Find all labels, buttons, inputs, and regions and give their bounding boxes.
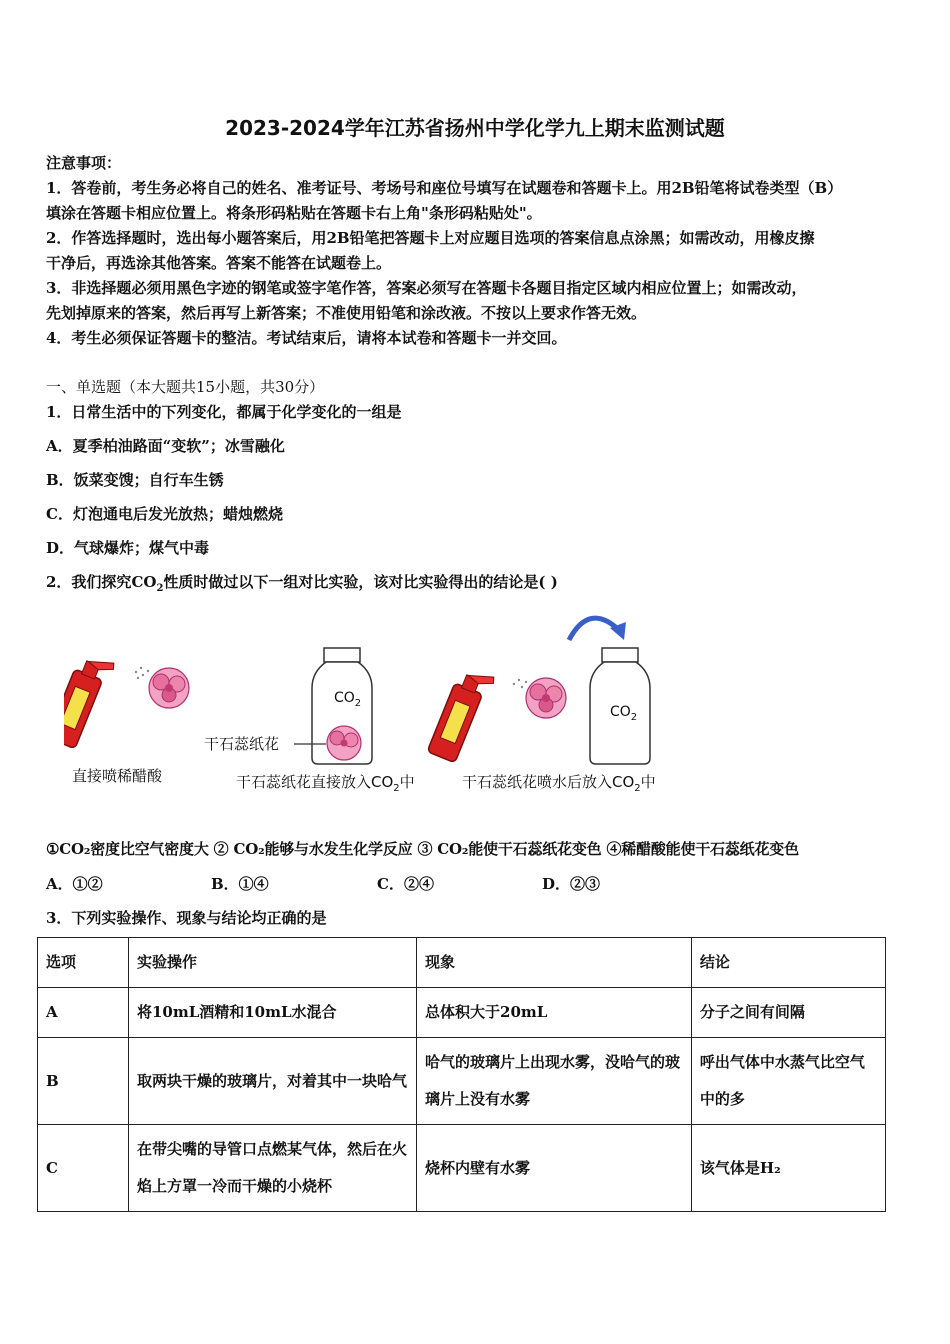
table-header-row — [38, 938, 886, 988]
page-title: 2023-2024学年江苏省扬州中学化学九上期末监测试题 — [225, 116, 725, 140]
notice-heading: 注意事项： — [46, 154, 122, 172]
table-cell: 取两块干燥的玻璃片，对着其中一块哈气 — [128, 1038, 416, 1125]
question-2-option-a: A．①② — [46, 875, 103, 893]
table-header-cell: 实验操作 — [128, 938, 416, 988]
question-2-option-d: D．②③ — [542, 875, 601, 893]
table-cell: 将10mL酒精和10mL水混合 — [128, 988, 416, 1038]
table-cell: 总体积大于20mL — [417, 988, 692, 1038]
question-2-conclusions: ①CO₂密度比空气密度大 ② CO₂能够与水发生化学反应 ③ CO₂能使干石蕊纸花变色 ④稀醋酸能使干石蕊纸花变色 — [46, 840, 799, 858]
experiment-table — [37, 937, 886, 1212]
question-1-option-a: A．夏季柏油路面“变软”；冰雪融化 — [46, 437, 285, 455]
table-cell: 在带尖嘴的导管口点燃某气体，然后在火焰上方罩一冷而干燥的小烧杯 — [128, 1125, 416, 1212]
notice-line: 3．非选择题必须用黑色字迹的钢笔或签字笔作答，答案必须写在答题卡各题目指定区域内相应位置上；如需改动， — [46, 279, 807, 297]
flower-icon — [149, 668, 189, 708]
table-cell: 呼出气体中水蒸气比空气中的多 — [691, 1038, 885, 1125]
water-co2-label: 干石蕊纸花喷水后放入$CO_2$中 — [462, 773, 656, 794]
table-row — [38, 988, 886, 1038]
table-header-cell: 结论 — [691, 938, 885, 988]
question-2-option-c: C．②④ — [377, 875, 434, 893]
table-cell: 烧杯内壁有水雾 — [417, 1125, 692, 1212]
notice-line: 干净后，再选涂其他答案。答案不能答在试题卷上。 — [46, 254, 392, 272]
question-1-stem: 1．日常生活中的下列变化，都属于化学变化的一组是 — [46, 403, 402, 421]
notice-line: 1．答卷前，考生务必将自己的姓名、准考证号、考场号和座位号填写在试题卷和答题卡上。用2B铅笔将试卷类型（B） — [46, 179, 843, 197]
curved-arrow-icon — [569, 618, 626, 640]
paper-flower-label: 干石蕊纸花 — [204, 735, 280, 753]
flower-icon — [526, 678, 566, 718]
table-cell: 分子之间有间隔 — [691, 988, 885, 1038]
spray-bottle-icon — [427, 664, 496, 765]
notice-line: 2．作答选择题时，选出每小题答案后，用2B铅笔把答题卡上对应题目选项的答案信息点涂黑；如需改动，用橡皮擦 — [46, 229, 815, 247]
table-header-cell: 现象 — [417, 938, 692, 988]
flower-icon — [327, 726, 361, 760]
question-3-stem: 3．下列实验操作、现象与结论均正确的是 — [46, 909, 327, 927]
jar-label-co2: $CO_2$ — [610, 704, 638, 723]
question-1-option-b: B．饭菜变馊；自行车生锈 — [46, 471, 224, 489]
jar-label-co2: $CO_2$ — [334, 690, 362, 709]
table-cell: 该气体是H₂ — [691, 1125, 885, 1212]
spray-mist-icon — [135, 667, 149, 679]
table-cell: C — [38, 1125, 129, 1212]
question-2-stem: 2．我们探究$CO_2$性质时做过以下一组对比实验，该对比实验得出的结论是( ) — [46, 573, 558, 594]
spray-bottle-icon — [64, 650, 116, 751]
question-1-option-c: C．灯泡通电后发光放热；蜡烛燃烧 — [46, 505, 283, 523]
table-header-cell: 选项 — [38, 938, 129, 988]
table-cell: B — [38, 1038, 129, 1125]
co2-experiment-figure — [64, 602, 704, 802]
spray-acid-label: 直接喷稀醋酸 — [72, 767, 163, 785]
notice-line: 4．考生必须保证答题卡的整洁。考试结束后，请将本试卷和答题卡一并交回。 — [46, 329, 567, 347]
question-2-option-b: B．①④ — [211, 875, 269, 893]
table-cell: 哈气的玻璃片上出现水雾，没哈气的玻璃片上没有水雾 — [417, 1038, 692, 1125]
table-row — [38, 1125, 886, 1212]
spray-mist-icon — [513, 679, 527, 688]
notice-line: 先划掉原来的答案，然后再写上新答案；不准使用铅笔和涂改液。不按以上要求作答无效。 — [46, 304, 647, 322]
section-heading: 一、单选题（本大题共15小题，共30分） — [46, 378, 325, 396]
table-cell: A — [38, 988, 129, 1038]
notice-line: 填涂在答题卡相应位置上。将条形码粘贴在答题卡右上角"条形码粘贴处"。 — [46, 204, 542, 222]
table-row — [38, 1038, 886, 1125]
direct-co2-label: 干石蕊纸花直接放入$CO_2$中 — [236, 773, 415, 794]
question-1-option-d: D．气球爆炸；煤气中毒 — [46, 539, 210, 557]
